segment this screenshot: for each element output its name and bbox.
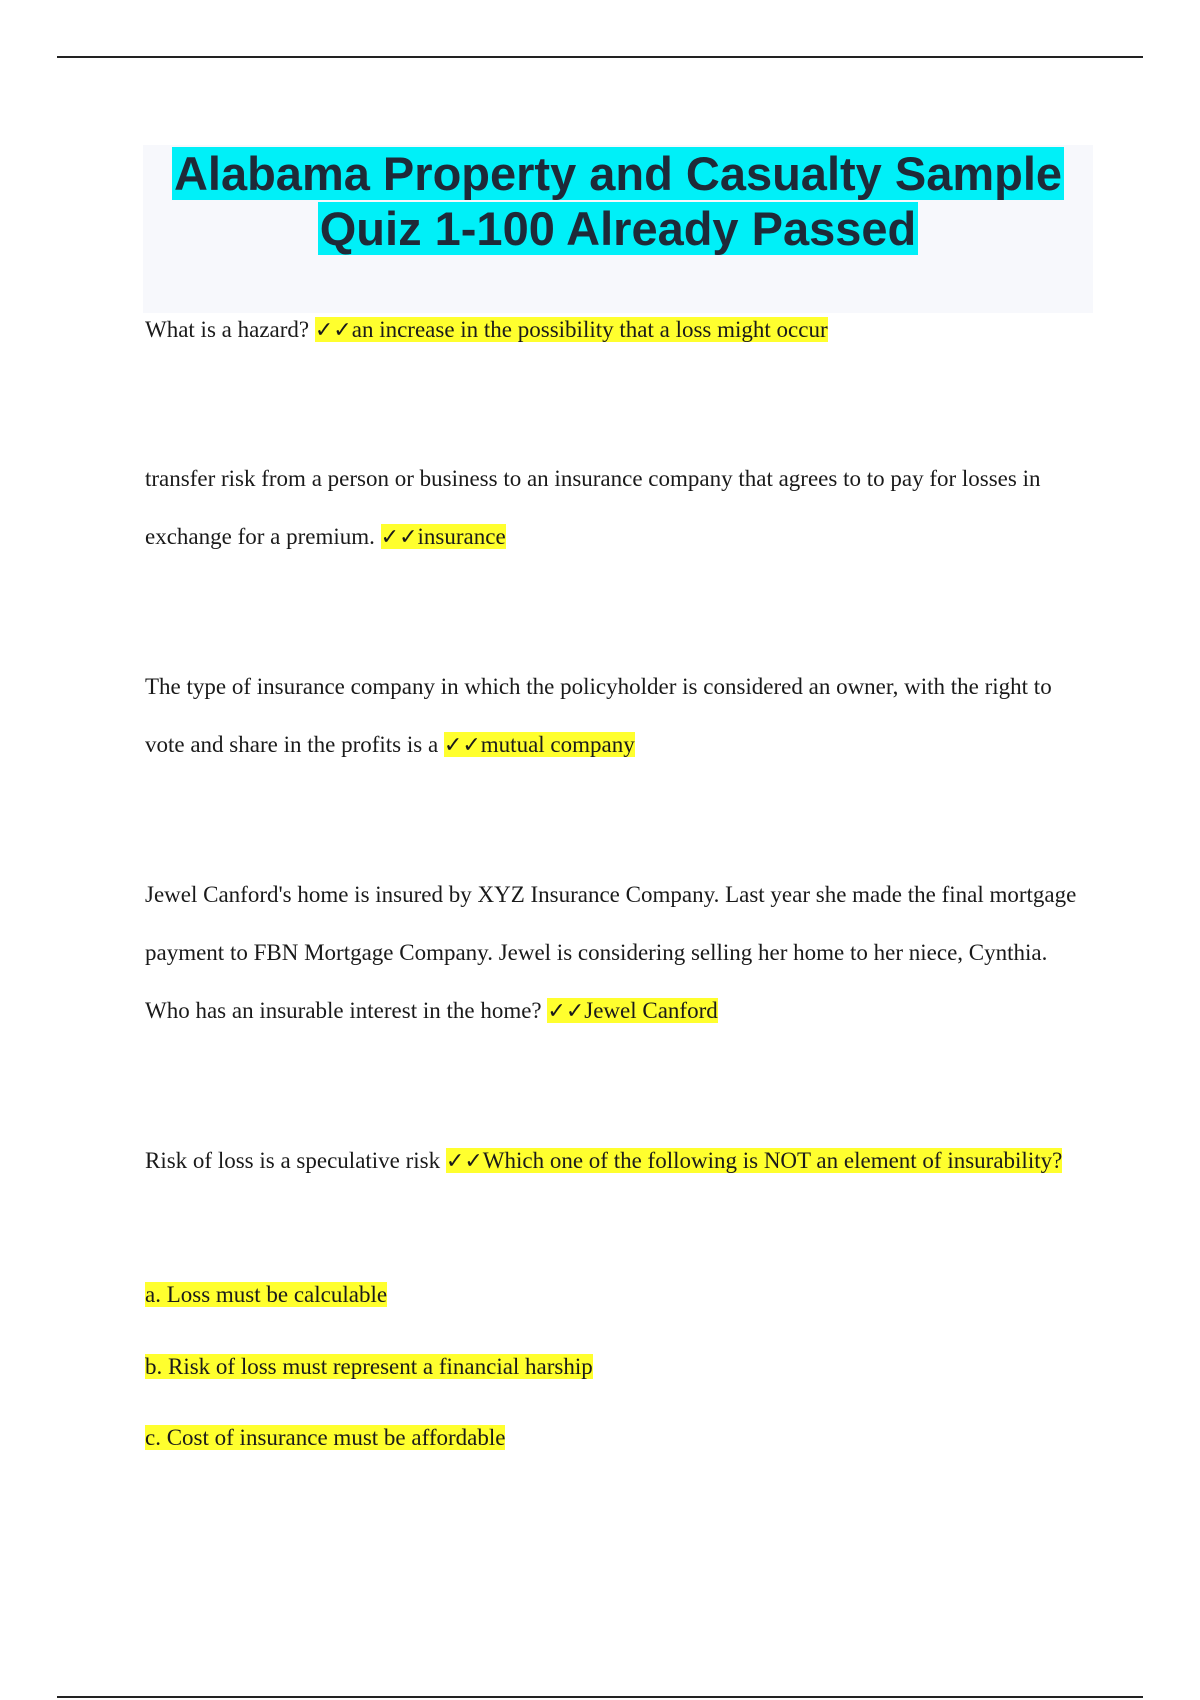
bottom-rule bbox=[57, 1696, 1143, 1698]
question-5 bbox=[145, 1132, 1095, 1191]
double-check-icon: ✓✓ bbox=[380, 525, 418, 550]
answer-text: an increase in the possibility that a loss might occur bbox=[351, 317, 828, 342]
answer-highlight bbox=[315, 317, 828, 342]
question-1 bbox=[145, 301, 1095, 360]
answer-highlight bbox=[381, 524, 506, 549]
option-text: c. Cost of insurance must be affordable bbox=[145, 1425, 506, 1450]
question-text: transfer risk from a person or business to an insurance company that agrees to to pay for losses in exchange for a premium. bbox=[145, 466, 1041, 549]
option-text: a. Loss must be calculable bbox=[145, 1282, 388, 1307]
question-text: Jewel Canford's home is insured by XYZ Insurance Company. Last year she made the final mortgage payment to FBN Mortgage Company. Jewel is considering selling her home to her niece, Cynthia. Who has an insurable interest in the home? bbox=[145, 882, 1077, 1023]
answer-option-c bbox=[145, 1422, 505, 1454]
answer-text: mutual company bbox=[480, 732, 635, 757]
answer-highlight bbox=[446, 1148, 1062, 1173]
double-check-icon: ✓✓ bbox=[445, 1149, 483, 1174]
question-text: The type of insurance company in which the policyholder is considered an owner, with the right to vote and share in the profits is a bbox=[145, 674, 1052, 757]
answer-text: Jewel Canford bbox=[584, 998, 718, 1023]
question-2 bbox=[145, 450, 1095, 567]
document-title bbox=[143, 145, 1093, 256]
option-text: b. Risk of loss must represent a financial harship bbox=[145, 1354, 593, 1379]
document-title-text: Alabama Property and Casualty Sample Quiz 1-100 Already Passed bbox=[173, 147, 1063, 255]
question-text: What is a hazard? bbox=[145, 317, 310, 342]
answer-option-b bbox=[145, 1351, 593, 1383]
question-4 bbox=[145, 866, 1095, 1041]
answer-option-a bbox=[145, 1279, 387, 1311]
double-check-icon: ✓✓ bbox=[443, 733, 481, 758]
double-check-icon: ✓✓ bbox=[547, 999, 585, 1024]
answer-text: insurance bbox=[417, 524, 506, 549]
answer-text: Which one of the following is NOT an element of insurability? bbox=[482, 1148, 1063, 1173]
question-text: Risk of loss is a speculative risk bbox=[145, 1148, 441, 1173]
title-banner bbox=[143, 145, 1093, 313]
question-3 bbox=[145, 658, 1095, 775]
answer-highlight bbox=[547, 998, 717, 1023]
answer-highlight bbox=[444, 732, 635, 757]
double-check-icon: ✓✓ bbox=[314, 318, 352, 343]
top-rule bbox=[57, 56, 1143, 58]
